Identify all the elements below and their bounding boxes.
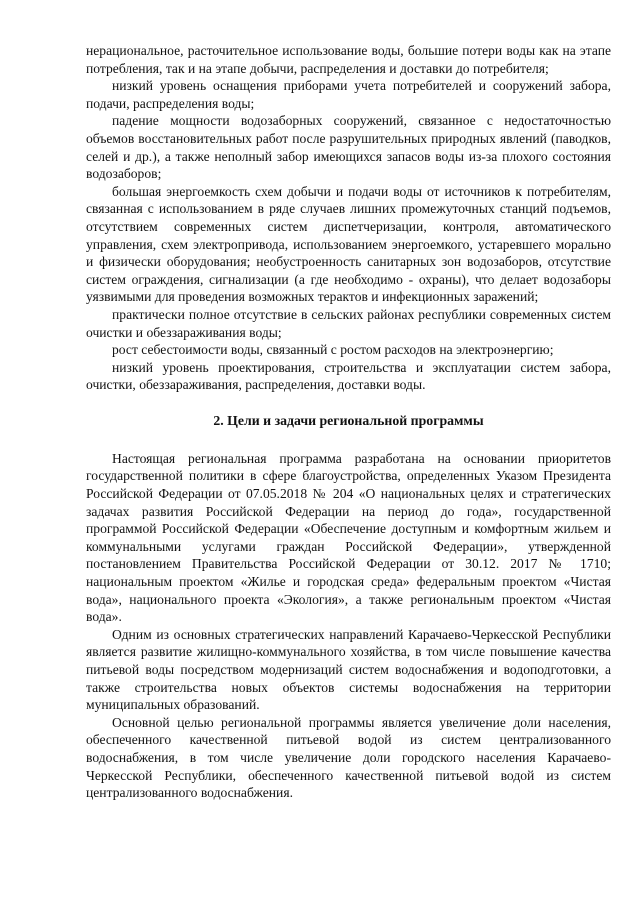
section-paragraph-1: Настоящая региональная программа разработана на основании приоритетов государственной политики в сфере благоустройства, определенных Указом Президента Российской Федерации от 07.05.2018 № 204 «О национальных целях и стратегических задачах развития Российской Федерации на период до года», государственной программой Российской Федерации «Обеспечение доступным и комфортным жильем и коммунальными услугами граждан Российской Федерации», утвержденной постановлением Правительства Российской Федерации от 30.12. 2017 № 1710; национальным проектом «Жилье и городская среда» федеральным проектом «Чистая вода», национального проекта «Экология», а также региональным проектом «Чистая вода». bbox=[86, 450, 611, 625]
section-paragraph-2: Одним из основных стратегических направлений Карачаево-Черкесской Республики является развитие жилищно-коммунального хозяйства, в том числе повышение качества питьевой воды посредством модернизаций систем водоснабжения и водоподготовки, а также строительства новых объектов системы водоснабжения на территории муниципальных образований. bbox=[86, 626, 611, 713]
list-item-4: большая энергоемкость схем добычи и подачи воды от источников к потребителям, связанная с использованием в ряде случаев лишних промежуточных станций подъемов, отсутствием современных систем диспетчеризации, контроля, автоматического управления, схем электропривода, использованием энергоемкого, устаревшего морально и физически оборудования; необустроенность санитарных зон водозаборов, отсутствие систем ограждения, сигнализации (а где необходимо - охраны), что делает водозаборы уязвимыми для проведения возможных терактов и инфекционных заражений; bbox=[86, 183, 611, 305]
list-item-2: низкий уровень оснащения приборами учета потребителей и сооружений забора, подачи, распределения воды; bbox=[86, 78, 611, 111]
section-paragraph-3: Основной целью региональной программы является увеличение доли населения, обеспеченного качественной питьевой водой из систем централизованного водоснабжения, в том числе увеличение доли городского населения Карачаево-Черкесской Республики, обеспеченного качественной питьевой водой из систем централизованного водоснабжения. bbox=[86, 714, 611, 801]
list-item-6: рост себестоимости воды, связанный с ростом расходов на электроэнергию; bbox=[112, 342, 554, 358]
list-item-7: низкий уровень проектирования, строительства и эксплуатации систем забора, очистки, обеззараживания, распределения, доставки воды. bbox=[86, 359, 611, 393]
section-heading: 2. Цели и задачи региональной программы bbox=[213, 412, 484, 428]
list-item-3: падение мощности водозаборных сооружений, связанное с недостаточностью объемов восстановительных работ после разрушительных природных явлений (паводков, селей и др.), а также неполный забор имеющихся запасов воды из-за плохого состояния водозаборов; bbox=[86, 113, 611, 182]
list-item-1: нерациональное, расточительное использование воды, большие потери воды как на этапе потребления, так и на этапе добычи, распределения и доставки до потребителя; bbox=[86, 43, 611, 76]
list-item-5: практически полное отсутствие в сельских районах республики современных систем очистки и обеззараживания воды; bbox=[86, 306, 611, 340]
